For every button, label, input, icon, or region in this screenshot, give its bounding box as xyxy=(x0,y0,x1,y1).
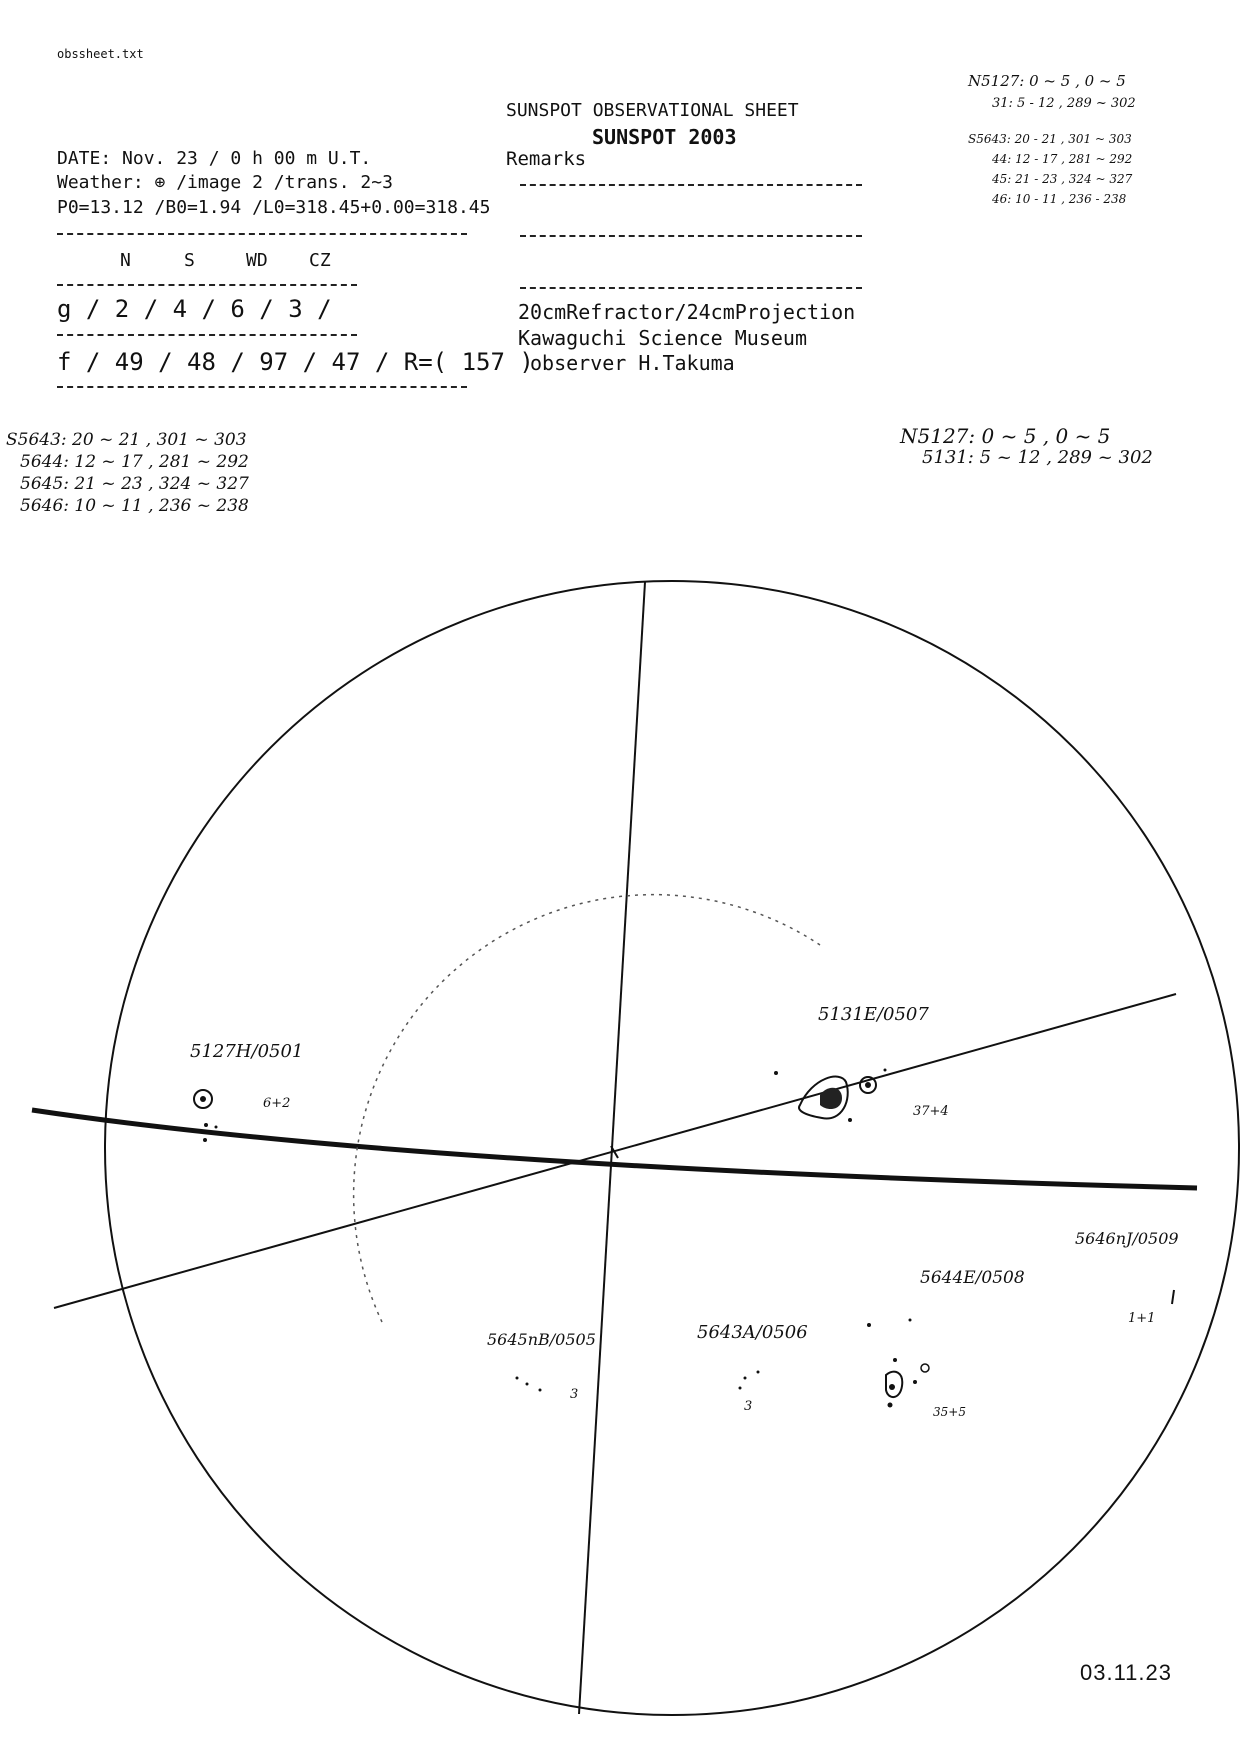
sunspot xyxy=(526,1383,529,1386)
note-line: 5646: 10 ~ 11 , 236 ~ 238 xyxy=(20,496,249,516)
spot-count-label: 3 xyxy=(744,1399,753,1414)
note-line: S5643: 20 - 21 , 301 ~ 303 xyxy=(968,132,1132,146)
note-line: N5127: 0 ~ 5 , 0 ~ 5 xyxy=(900,424,1111,448)
sunspot xyxy=(921,1364,929,1372)
observer: observer H.Takuma xyxy=(530,351,735,375)
museum: Kawaguchi Science Museum xyxy=(518,326,807,350)
header-s: S xyxy=(184,250,195,271)
sunspot xyxy=(889,1384,895,1390)
sunspot xyxy=(516,1377,519,1380)
solar-disk-outline xyxy=(105,581,1239,1715)
sunspot xyxy=(739,1387,742,1390)
observation-date: DATE: Nov. 23 / 0 h 00 m U.T. xyxy=(57,148,372,169)
spot-count-row: f / 49 / 48 / 97 / 47 / R=( 157 ) xyxy=(57,348,534,376)
sunspot xyxy=(886,1372,902,1397)
sunspot xyxy=(539,1389,542,1392)
sheet-subtitle: SUNSPOT 2003 xyxy=(592,125,737,149)
group-count-row: g / 2 / 4 / 6 / 3 / xyxy=(57,295,332,323)
sunspot xyxy=(774,1071,778,1075)
note-line: 5645: 21 ~ 23 , 324 ~ 327 xyxy=(20,474,249,494)
spot-count-label: 1+1 xyxy=(1128,1311,1156,1326)
header-wd: WD xyxy=(246,250,268,271)
sunspot xyxy=(913,1380,917,1384)
sunspot xyxy=(757,1371,760,1374)
sunspot xyxy=(909,1319,912,1322)
header-n: N xyxy=(120,250,131,271)
spot-group-label: 5646nJ/0509 xyxy=(1075,1229,1179,1248)
header-cz: CZ xyxy=(309,250,331,271)
spot-count-label: 37+4 xyxy=(913,1104,949,1119)
sunspot xyxy=(203,1138,207,1142)
spot-count-label: 3 xyxy=(570,1387,579,1402)
sunspot xyxy=(884,1069,887,1072)
note-line: N5127: 0 ~ 5 , 0 ~ 5 xyxy=(968,72,1126,90)
spot-group-label: 5127H/0501 xyxy=(190,1041,304,1062)
note-line: 46: 10 - 11 , 236 - 238 xyxy=(992,192,1127,206)
note-line: 44: 12 - 17 , 281 ~ 292 xyxy=(992,152,1133,166)
spot-group-label: 5131E/0507 xyxy=(818,1004,929,1025)
spot-count-label: 6+2 xyxy=(263,1096,291,1111)
note-line: S5643: 20 ~ 21 , 301 ~ 303 xyxy=(6,430,247,450)
file-label: obssheet.txt xyxy=(57,47,144,61)
sunspot xyxy=(200,1096,206,1102)
spot-group-label: 5643A/0506 xyxy=(697,1322,808,1343)
note-line: 5131: 5 ~ 12 , 289 ~ 302 xyxy=(922,447,1153,468)
spot-count-label: 35+5 xyxy=(933,1405,966,1419)
latitude-arc xyxy=(354,895,820,1322)
footer-date: 03.11.23 xyxy=(1080,1660,1173,1685)
orientation-line: P0=13.12 /B0=1.94 /L0=318.45+0.00=318.45 xyxy=(57,197,491,218)
sunspot xyxy=(848,1118,852,1122)
sunspot xyxy=(204,1123,208,1127)
remarks-label: Remarks xyxy=(506,148,587,170)
sheet-title: SUNSPOT OBSERVATIONAL SHEET xyxy=(506,100,799,121)
weather-line: Weather: ⊕ /image 2 /trans. 2~3 xyxy=(57,172,393,193)
note-line: 31: 5 - 12 , 289 ~ 302 xyxy=(992,96,1136,111)
equipment: 20cmRefractor/24cmProjection xyxy=(518,300,856,324)
sunspot xyxy=(867,1323,871,1327)
sunspot xyxy=(744,1377,747,1380)
sunspot xyxy=(215,1126,218,1129)
sunspot xyxy=(820,1088,842,1109)
sunspot xyxy=(865,1082,871,1088)
spot-group-label: 5644E/0508 xyxy=(920,1268,1025,1288)
note-line: 45: 21 - 23 , 324 ~ 327 xyxy=(992,172,1133,186)
sunspot xyxy=(888,1403,893,1408)
spot-group-label: 5645nB/0505 xyxy=(487,1330,596,1349)
sunspot xyxy=(893,1358,897,1362)
sunspot xyxy=(1172,1290,1174,1304)
note-line: 5644: 12 ~ 17 , 281 ~ 292 xyxy=(20,452,249,472)
